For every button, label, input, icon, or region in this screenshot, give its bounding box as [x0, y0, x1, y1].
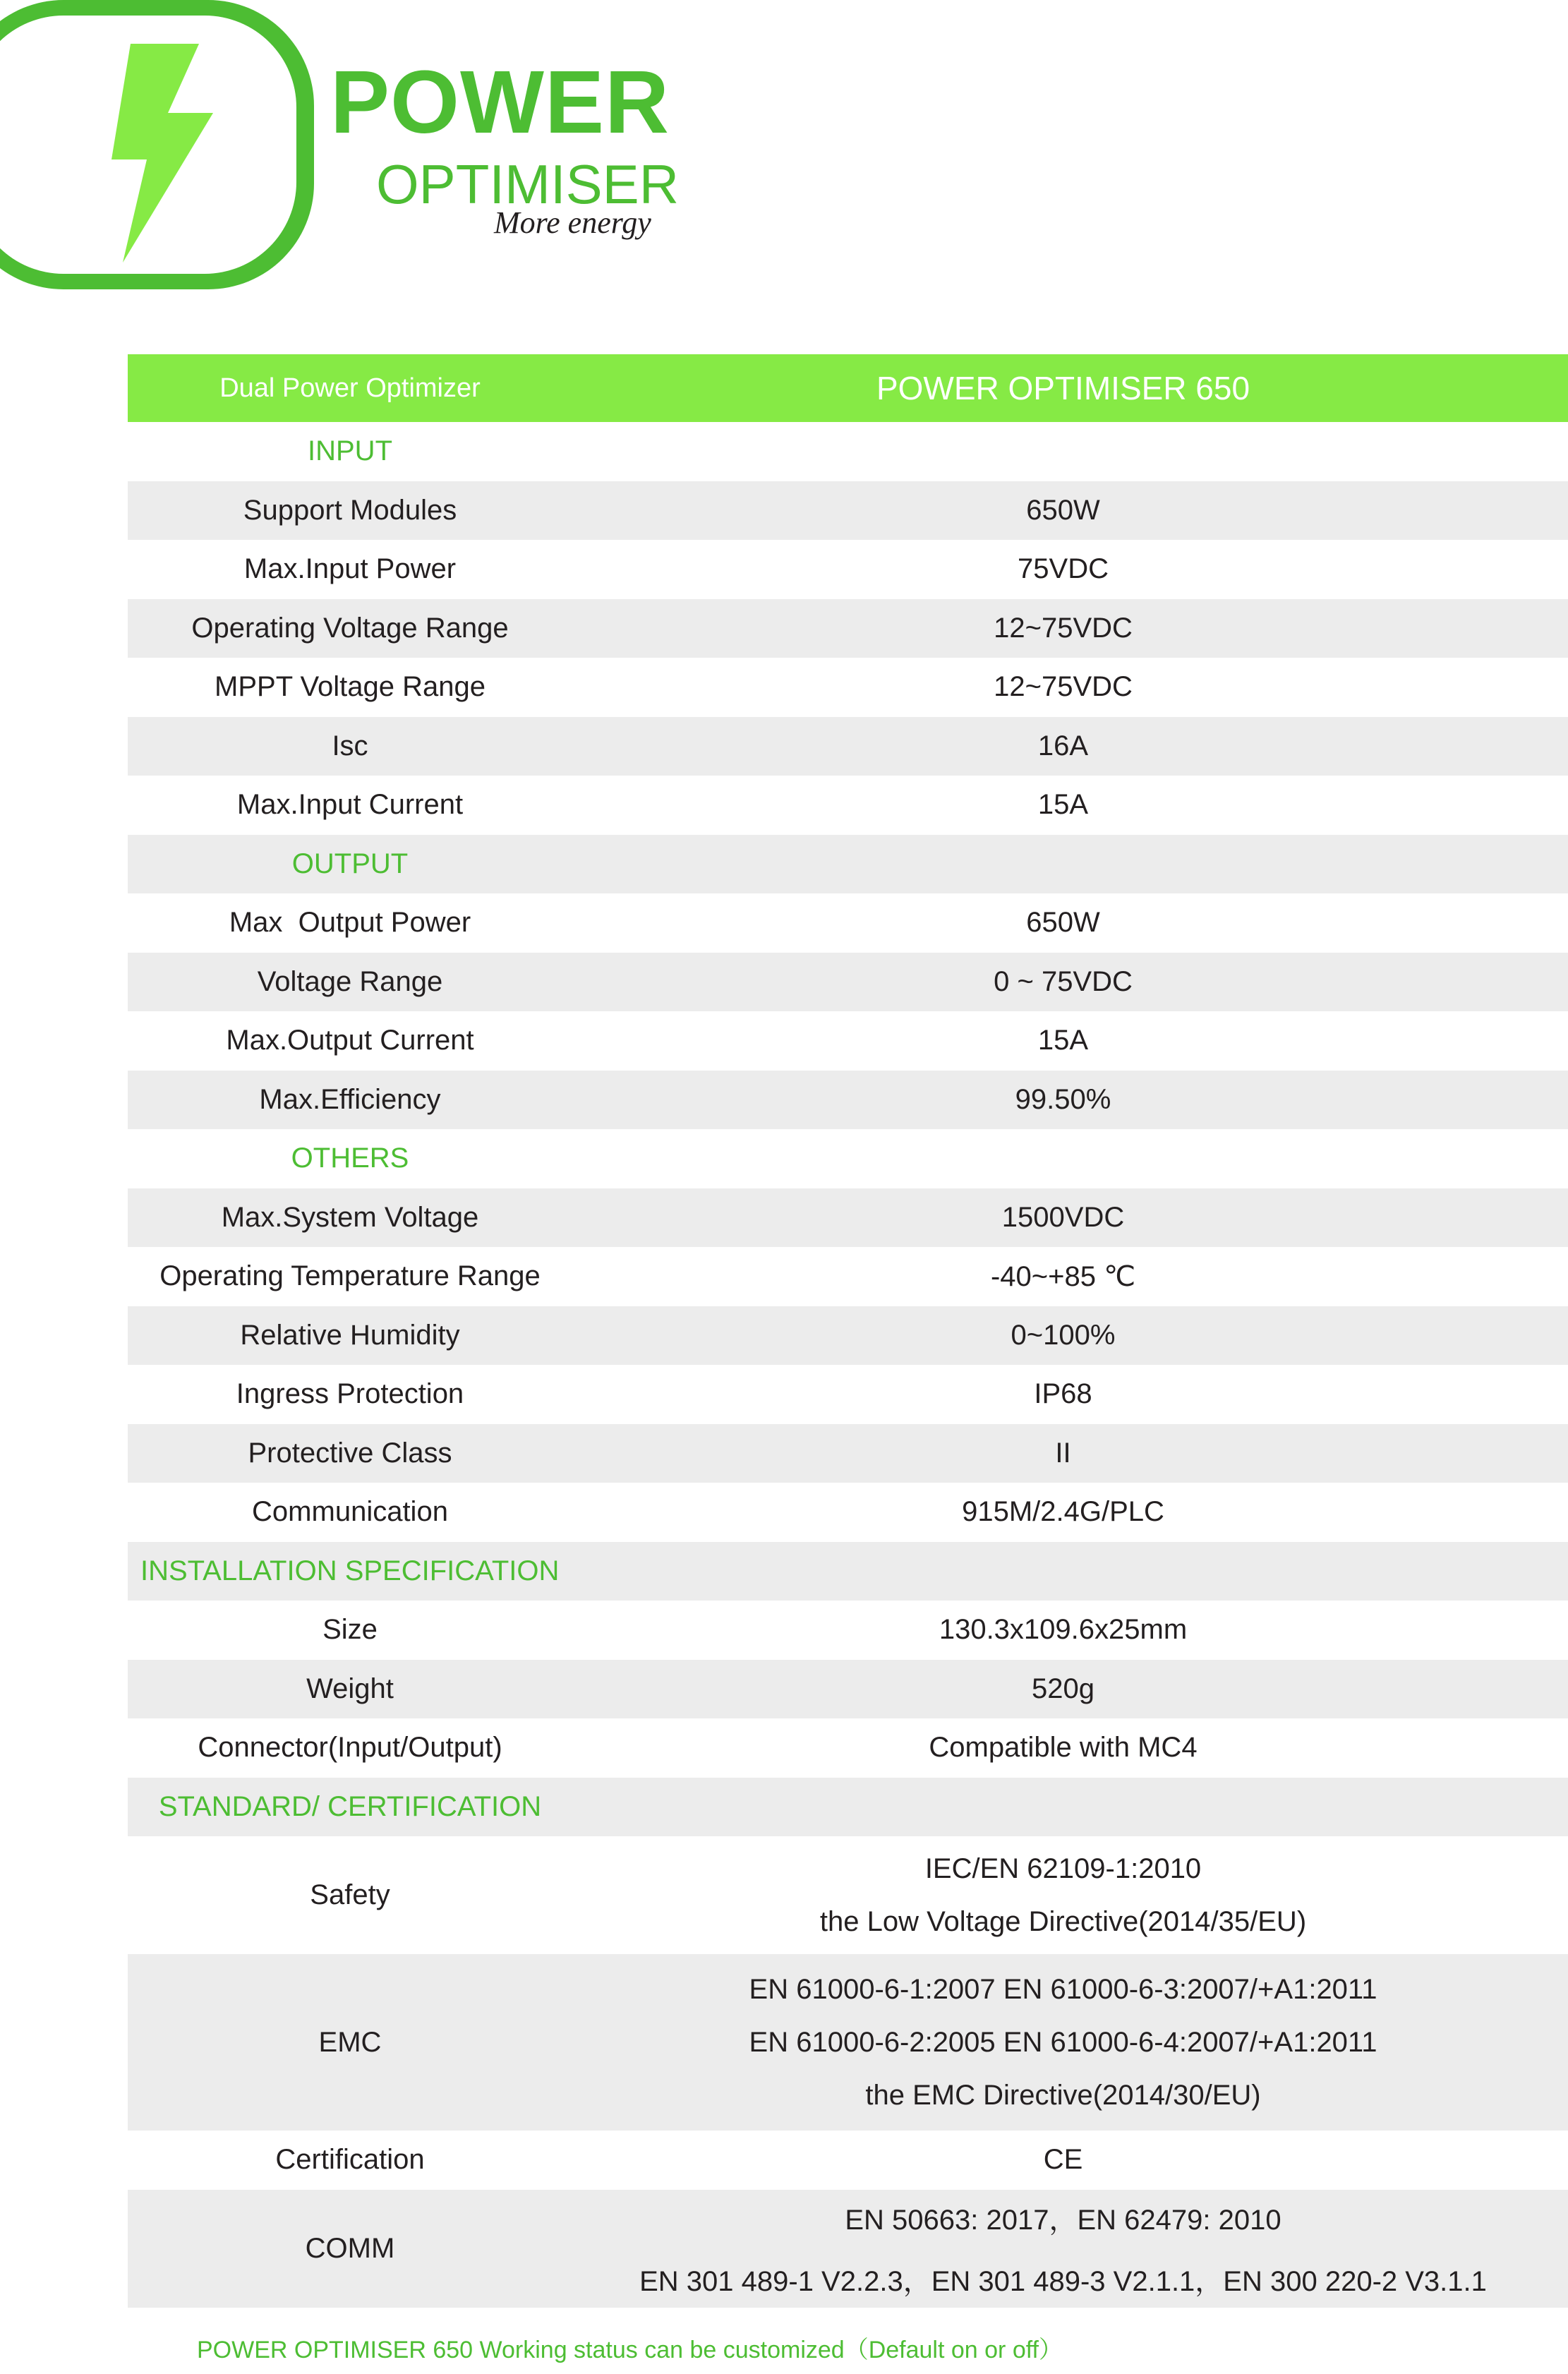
row-label: Operating Temperature Range — [159, 1260, 541, 1292]
row-label: MPPT Voltage Range — [215, 671, 486, 703]
row-label: Support Modules — [243, 494, 457, 526]
row-value: 75VDC — [1018, 553, 1109, 585]
brand-title: POWER — [330, 52, 670, 152]
row-value: 0 ~ 75VDC — [994, 965, 1133, 997]
table-row — [128, 2131, 1568, 2190]
row-label: Voltage Range — [257, 965, 443, 997]
row-label: Isc — [332, 730, 368, 761]
table-row — [128, 1601, 1568, 1660]
table-row — [128, 658, 1568, 717]
section-label: OUTPUT — [291, 848, 409, 879]
header-value: POWER OPTIMISER 650 — [876, 370, 1250, 406]
row-value: 16A — [1037, 730, 1089, 761]
row-value: 99.50% — [1015, 1083, 1111, 1115]
row-value: IP68 — [1034, 1378, 1092, 1410]
row-label: Weight — [306, 1673, 394, 1704]
row-label: Max Output Power — [229, 907, 471, 939]
table-row — [128, 1718, 1568, 1778]
row-value: 12~75VDC — [994, 671, 1133, 703]
row-value: 650W — [1026, 494, 1100, 526]
table-row — [128, 1247, 1568, 1306]
spec-table — [128, 354, 1568, 2308]
table-row — [128, 1660, 1568, 1719]
table-row — [128, 717, 1568, 776]
section-output — [128, 835, 1568, 894]
row-value: II — [1055, 1437, 1071, 1469]
table-row — [128, 1188, 1568, 1248]
row-value: CE — [1043, 2144, 1083, 2176]
row-label: Communication — [252, 1496, 448, 1528]
table-row — [128, 953, 1568, 1012]
table-row — [128, 1306, 1568, 1366]
header-label: Dual Power Optimizer — [219, 373, 481, 403]
table-row — [128, 1424, 1568, 1483]
row-label: Ingress Protection — [236, 1378, 464, 1410]
row-label: Relative Humidity — [240, 1319, 460, 1351]
row-label: Max.Input Current — [236, 789, 464, 821]
row-value: 915M/2.4G/PLC — [962, 1496, 1164, 1528]
row-value: 15A — [1037, 1025, 1089, 1056]
table-row — [128, 599, 1568, 658]
lightning-bolt-icon — [0, 0, 314, 289]
table-row — [128, 2190, 1568, 2308]
row-label: Max.Efficiency — [259, 1083, 441, 1115]
row-label: Max.System Voltage — [221, 1201, 479, 1233]
row-value: -40~+85 ℃ — [990, 1260, 1136, 1292]
row-value: 1500VDC — [1001, 1201, 1125, 1233]
table-row — [128, 1954, 1568, 2131]
table-row — [128, 1071, 1568, 1130]
value-line: EN 61000-6-2:2005 EN 61000-6-4:2007/+A1:2011 — [749, 2026, 1377, 2058]
table-row — [128, 893, 1568, 953]
row-value — [572, 1974, 1568, 2111]
row-value: 650W — [1026, 907, 1100, 939]
row-value: 12~75VDC — [994, 612, 1133, 644]
row-label: Protective Class — [248, 1437, 452, 1469]
row-label: Connector(Input/Output) — [198, 1732, 502, 1764]
row-label: COMM — [305, 2232, 395, 2264]
value-line: the EMC Directive(2014/30/EU) — [865, 2079, 1261, 2111]
footnote: POWER OPTIMISER 650 Working status can be customized（Default on or off） — [197, 2337, 1063, 2363]
section-installation — [128, 1542, 1568, 1601]
table-row — [128, 540, 1568, 599]
section-others — [128, 1129, 1568, 1188]
row-label: Operating Voltage Range — [191, 612, 509, 644]
section-label: STANDARD/ CERTIFICATION — [158, 1790, 542, 1822]
row-label: Size — [322, 1614, 378, 1646]
row-label: EMC — [318, 2026, 382, 2058]
value-line: EN 301 489-1 V2.2.3，EN 301 489-3 V2.1.1，EN 300 220-2 V3.1.1 — [639, 2266, 1487, 2297]
section-label: INSTALLATION SPECIFICATION — [140, 1555, 560, 1586]
row-value: 15A — [1037, 789, 1089, 821]
row-label: Max.Input Power — [243, 553, 457, 585]
table-row — [128, 1011, 1568, 1071]
value-line: the Low Voltage Directive(2014/35/EU) — [819, 1905, 1307, 1937]
row-label: Certification — [275, 2144, 425, 2176]
table-header — [128, 354, 1568, 422]
row-value — [572, 2198, 1568, 2299]
table-row — [128, 1483, 1568, 1542]
brand-subtitle: OPTIMISER — [376, 153, 680, 215]
section-standard — [128, 1778, 1568, 1837]
row-value: 520g — [1032, 1673, 1094, 1704]
value-line: EN 61000-6-1:2007 EN 61000-6-3:2007/+A1:2011 — [749, 1973, 1377, 2005]
row-value: Compatible with MC4 — [929, 1732, 1198, 1764]
row-label: Max.Output Current — [226, 1025, 474, 1056]
row-value: 130.3x109.6x25mm — [939, 1614, 1188, 1646]
section-input — [128, 422, 1568, 481]
row-label: Safety — [310, 1879, 390, 1910]
table-row — [128, 776, 1568, 835]
value-line: IEC/EN 62109-1:2010 — [924, 1852, 1202, 1884]
value-line: EN 50663: 2017，EN 62479: 2010 — [845, 2205, 1281, 2236]
section-label: OTHERS — [291, 1143, 409, 1174]
row-value: 0~100% — [1011, 1319, 1116, 1351]
section-label: INPUT — [308, 435, 392, 467]
row-value — [572, 1853, 1568, 1938]
table-row — [128, 1836, 1568, 1954]
logo-badge — [0, 0, 314, 289]
table-row — [128, 481, 1568, 541]
table-row — [128, 1365, 1568, 1424]
brand-tagline: More energy — [494, 205, 651, 240]
